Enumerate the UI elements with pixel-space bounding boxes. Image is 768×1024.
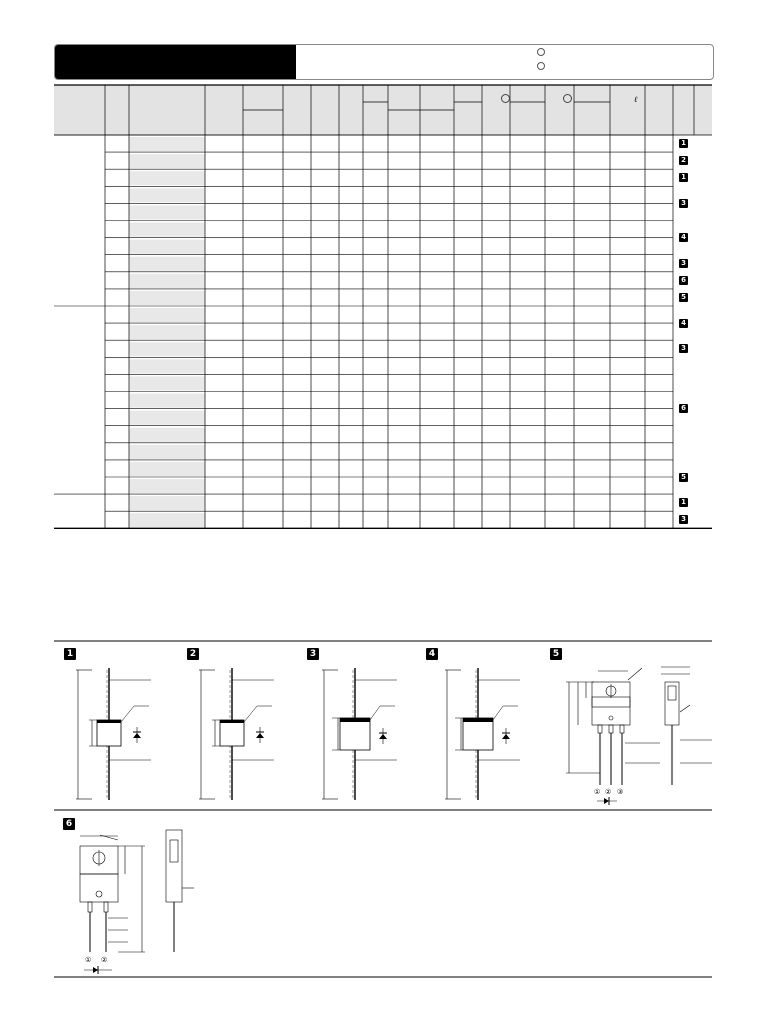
- package-3-drawing: [322, 668, 397, 800]
- package-5-drawing: [566, 667, 712, 805]
- package-badge: 6: [679, 276, 688, 285]
- pin-1-label: ①: [594, 788, 601, 796]
- package-badge: 1: [679, 498, 688, 507]
- package-badge: 5: [679, 293, 688, 302]
- drawing-label-4: 4: [426, 648, 438, 660]
- pin-3-label: ③: [617, 788, 624, 796]
- drawing-label-2: 2: [187, 648, 199, 660]
- package-1-drawing: [76, 668, 151, 800]
- package-badge: 6: [679, 404, 688, 413]
- package-6-drawing: [80, 830, 194, 974]
- package-badge: 3: [679, 515, 688, 524]
- drawing-label-5: 5: [550, 648, 562, 660]
- package-badge: 3: [679, 344, 688, 353]
- package-badge: 3: [679, 259, 688, 268]
- pin-2-label: ②: [101, 956, 108, 964]
- package-badge: 1: [679, 173, 688, 182]
- drawing-label-3: 3: [307, 648, 319, 660]
- package-4-drawing: [445, 668, 520, 800]
- package-badge: 4: [679, 233, 688, 242]
- pin-2-label: ②: [605, 788, 612, 796]
- drawing-label-6: 6: [63, 818, 75, 830]
- package-badge: 5: [679, 473, 688, 482]
- package-badge: 3: [679, 199, 688, 208]
- package-badge: 1: [679, 139, 688, 148]
- package-badge: 4: [679, 319, 688, 328]
- ell-mark: ℓ: [634, 95, 638, 104]
- pin-1-label: ①: [85, 956, 92, 964]
- drawing-label-1: 1: [64, 648, 76, 660]
- package-2-drawing: [199, 668, 274, 800]
- package-badge: 2: [679, 156, 688, 165]
